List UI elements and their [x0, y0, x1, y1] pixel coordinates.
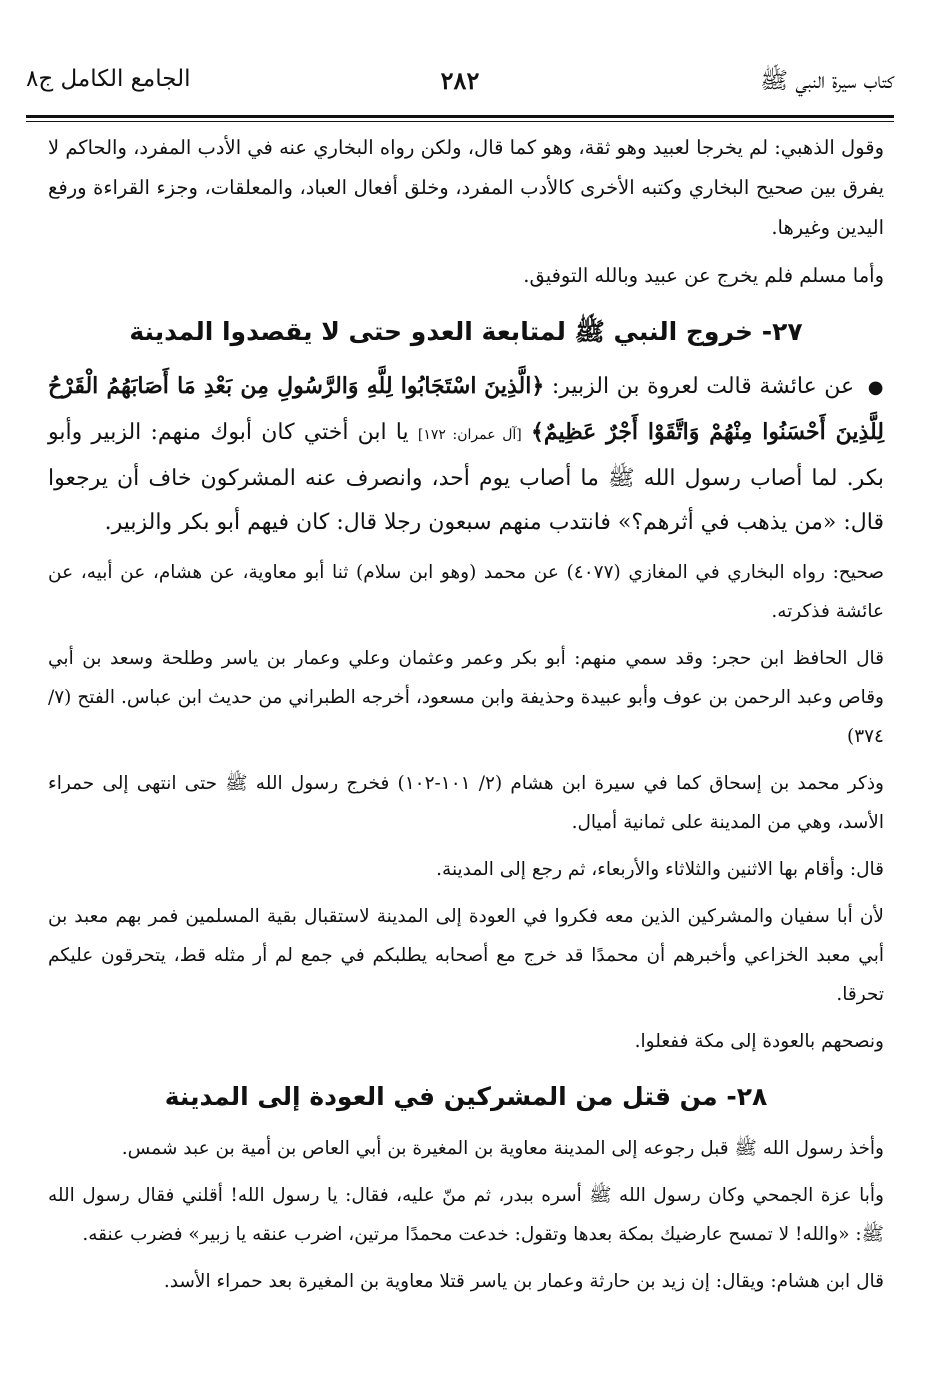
page-body: [48, 128, 884, 1301]
section-28-heading: ٢٨- من قتل من المشركين في العودة إلى المدينة: [164, 1082, 768, 1111]
quran-reference: [آل عمران: ١٧٢]: [417, 427, 522, 443]
hadith-intro: عن عائشة قالت لعروة بن الزبير:: [551, 374, 855, 399]
paragraph-dhahabi: وقول الذهبي: لم يخرجا لعبيد وهو ثقة، وهو كما قال، ولكن رواه البخاري عنه في الأدب المفرد، والحاكم لا يفرق بين صحيح البخاري وكتبه الأخرى كالأدب المفرد، وخلق أفعال العباد، والمعلقات، وجزء القراءة ورفع اليدين وغيرها.: [48, 136, 884, 239]
abu-azza-paragraph: وأبا عزة الجمحي وكان رسول الله ﷺ أسره ببدر، ثم منّ عليه، فقال: يا رسول الله! أقلني فقال رسول الله ﷺ: «والله! لا تمسح عارضيك بمكة بعدها وتقول: خدعت محمدًا مرتين، اضرب عنقه يا زبير» فضرب عنقه.: [48, 1185, 884, 1245]
muawiya-paragraph: وأخذ رسول الله ﷺ قبل رجوعه إلى المدينة معاوية بن المغيرة بن أبي العاص بن أمية بن عبد شمس.: [121, 1138, 884, 1159]
takhrij-note: صحيح: رواه البخاري في المغازي (٤٠٧٧) عن محمد (وهو ابن سلام) ثنا أبو معاوية، عن هشام، عن أبيه، عن عائشة فذكرته.: [48, 562, 884, 622]
page-number: ٢٨٢: [440, 66, 480, 95]
ibn-ishaq-note: وذكر محمد بن إسحاق كما في سيرة ابن هشام (٢/ ١٠١-١٠٢) فخرج رسول الله ﷺ حتى انتهى إلى حمراء الأسد، وهي من المدينة على ثمانية أميال.: [48, 773, 884, 833]
abu-sufyan-note: لأن أبا سفيان والمشركين الذين معه فكروا في العودة إلى المدينة لاستقبال بقية المسلمين فمر بهم معبد بن أبي معبد الخزاعي وأخبرهم أن محمدًا قد خرج مع أصحابه يطلبكم في جمع لم أر مثله قط، يتحرقون عليكم تحرقا.: [48, 906, 884, 1005]
hadith-aisha: [48, 364, 884, 545]
paragraph-muslim: وأما مسلم فلم يخرج عن عبيد وبالله التوفيق.: [523, 264, 884, 287]
ibn-hisham-paragraph: قال ابن هشام: ويقال: إن زيد بن حارثة وعمار بن ياسر قتلا معاوية بن المغيرة بعد حمراء الأسد.: [163, 1271, 884, 1292]
header-rule-thin: [26, 121, 894, 122]
ibn-hajar-note: قال الحافظ ابن حجر: وقد سمي منهم: أبو بكر وعمر وعثمان وعلي وعمار بن ياسر وطلحة وسعد بن أبي وقاص وعبد الرحمن بن عوف وأبو عبيدة وحذيفة وابن مسعود، أخرجه الطبراني من حديث ابن عباس. الفتح (٧/ ٣٧٤): [48, 648, 884, 747]
hadith-text: يا ابن أختي كان أبوك منهم: الزبير وأبو بكر. لما أصاب رسول الله ﷺ ما أصاب يوم أحد، وانصرف عنه المشركون خاف أن يرجعوا قال: «من يذهب في أثرهم؟» فانتدب منهم سبعون رجلا قال: كان فيهم أبو بكر والزبير.: [48, 420, 884, 535]
header-rule: [26, 115, 894, 118]
bullet-icon: ●: [867, 377, 885, 398]
section-27-heading: ٢٧- خروج النبي ﷺ لمتابعة العدو حتى لا يقصدوا المدينة: [129, 317, 803, 346]
quran-verse: ﴿الَّذِينَ اسْتَجَابُوا لِلَّهِ وَالرَّسُولِ مِن بَعْدِ مَا أَصَابَهُمُ الْقَرْحُ لِلَّذِينَ أَحْسَنُوا مِنْهُمْ وَاتَّقَوْا أَجْرٌ عَظِيمٌ﴾: [48, 373, 884, 445]
book-title: كتاب سيرة النبي ﷺ: [760, 68, 894, 94]
volume-title: الجامع الكامل ج٨: [26, 66, 191, 92]
stay-note: قال: وأقام بها الاثنين والثلاثاء والأربعاء، ثم رجع إلى المدينة.: [436, 859, 884, 880]
return-note: ونصحهم بالعودة إلى مكة ففعلوا.: [634, 1031, 884, 1052]
running-header: [26, 66, 894, 100]
